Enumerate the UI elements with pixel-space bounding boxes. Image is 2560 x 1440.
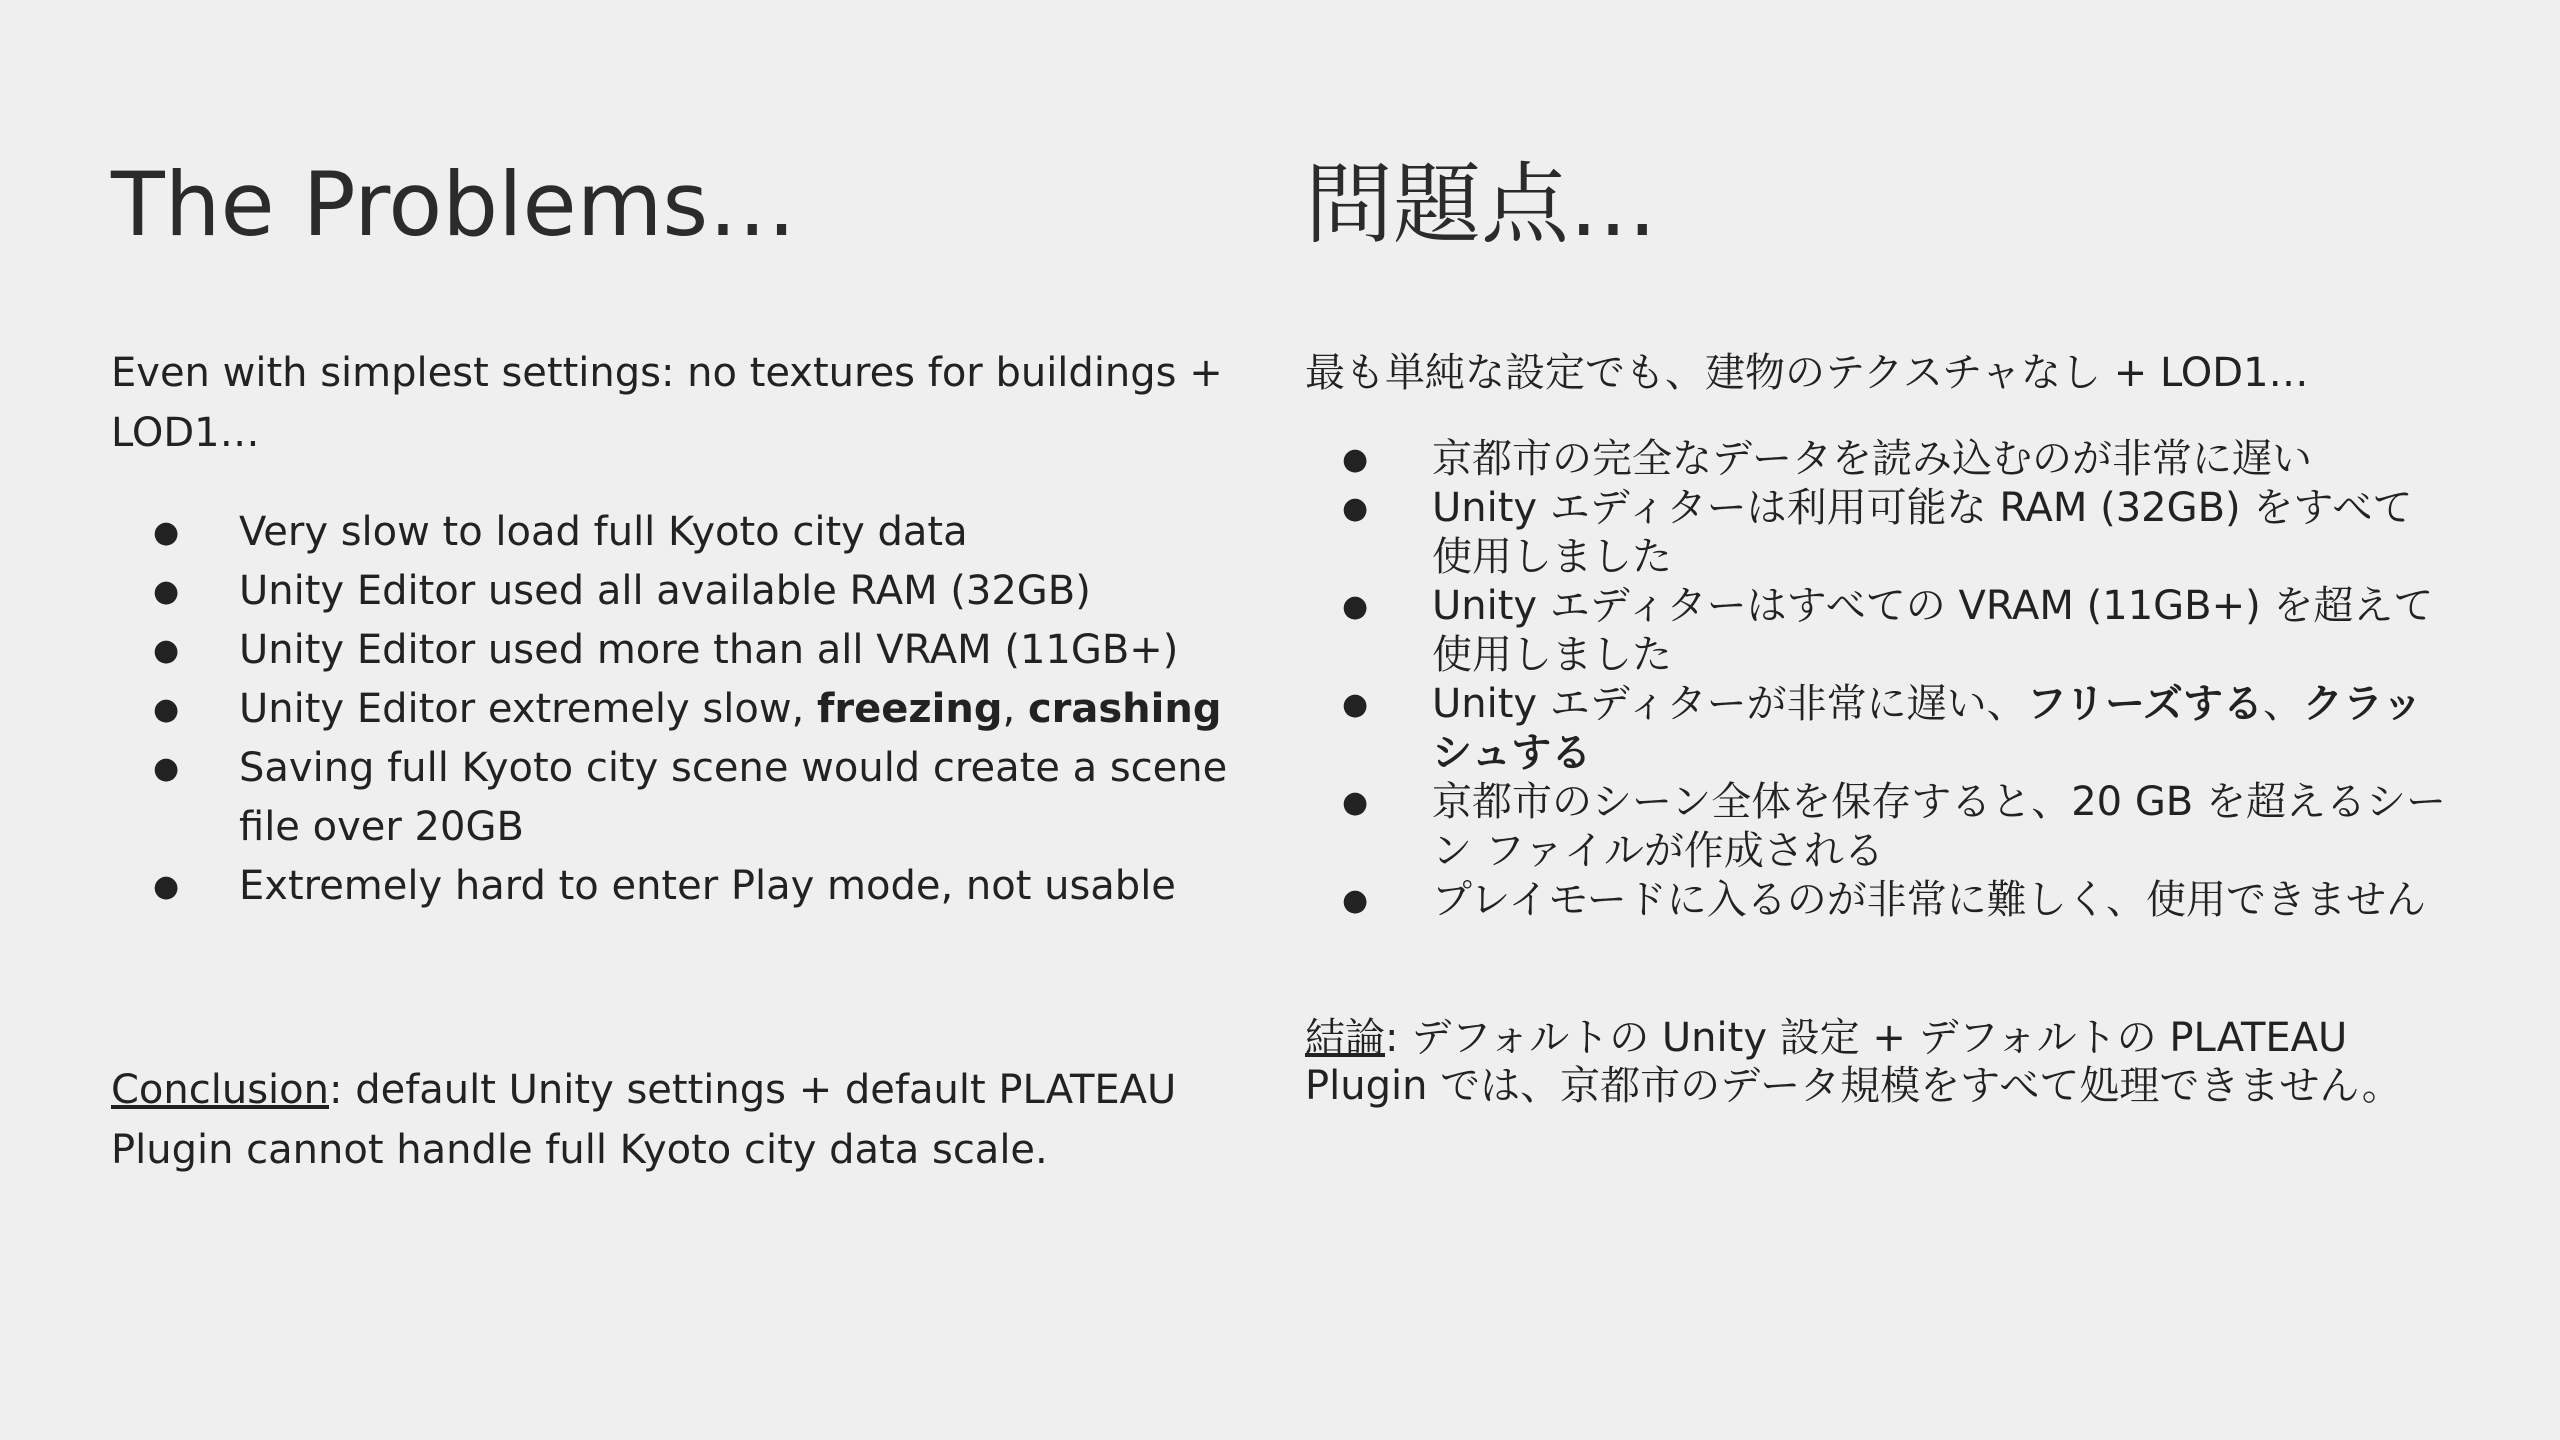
emphasis-crashing: クラッシュする <box>1432 681 2423 776</box>
conclusion <box>111 1060 1261 1180</box>
intro-text: Even with simplest settings: no textures for buildings + LOD1… <box>111 350 1223 456</box>
list-item-text: Saving full Kyoto city scene would create a scene file over 20GB <box>239 745 1228 850</box>
list-item <box>1305 435 2450 484</box>
list-item-text-prefix: Unity Editor extremely slow, <box>239 686 817 732</box>
list-item-text: 京都市のシーン全体を保存すると、20 GB を超えるシーン ファイルが作成される <box>1432 779 2446 874</box>
conclusion-label: Conclusion <box>111 1067 329 1113</box>
list-item-text: プレイモードに入るのが非常に難しく、使用できません <box>1432 877 2426 923</box>
emphasis-freezing: freezing <box>817 686 1003 732</box>
list-item <box>1305 680 2450 778</box>
list-item <box>111 562 1261 621</box>
bullet-dot: ● <box>1342 687 1369 722</box>
list-item <box>111 857 1261 916</box>
list-item-text: 京都市の完全なデータを読み込むのが非常に遅い <box>1432 436 2312 482</box>
list-item <box>1305 484 2450 582</box>
bullet-dot: ● <box>153 515 180 550</box>
list-item <box>111 621 1261 680</box>
intro-text-ja: 最も単純な設定でも、建物のテクスチャなし + LOD1… <box>1305 350 2309 396</box>
emphasis-freezing: フリーズする <box>2026 681 2264 727</box>
list-item-text: Unity Editor used all available RAM (32GB) <box>239 568 1091 614</box>
list-item <box>1305 582 2450 680</box>
bullet-dot: ● <box>153 633 180 668</box>
conclusion-text: : default Unity settings + default PLATEAU Plugin cannot handle full Kyoto city data scale. <box>111 1067 1177 1173</box>
conclusion-text: : デフォルトの Unity 設定 + デフォルトの PLATEAU Plugin では、京都市のデータ規模をすべて処理できません。 <box>1305 1015 2402 1109</box>
list-item-text: Unity Editor used more than all VRAM (11GB+) <box>239 627 1179 673</box>
bullet-dot: ● <box>1342 491 1369 526</box>
emphasis-crashing: crashing <box>1027 686 1222 732</box>
bullet-dot: ● <box>1342 785 1369 820</box>
bullet-dot: ● <box>1342 589 1369 624</box>
problem-list <box>111 503 1261 916</box>
bullet-dot: ● <box>153 692 180 727</box>
list-item-separator: , <box>1002 686 1028 732</box>
conclusion-ja <box>1305 1014 2450 1110</box>
list-item <box>1305 876 2450 925</box>
list-item-text-prefix: Unity エディターが非常に遅い、 <box>1432 681 2027 727</box>
list-item-text: Extremely hard to enter Play mode, not usable <box>239 863 1176 909</box>
problem-list-ja <box>1305 435 2450 925</box>
list-item-text: Unity エディターは利用可能な RAM (32GB) をすべて使用しました <box>1432 485 2413 580</box>
list-item-text: Very slow to load full Kyoto city data <box>239 509 968 555</box>
list-item <box>111 503 1261 562</box>
slide-title-ja: 問題点… <box>1305 153 1658 256</box>
bullet-dot: ● <box>153 751 180 786</box>
bullet-dot: ● <box>1342 883 1369 918</box>
list-item <box>1305 778 2450 876</box>
list-item <box>111 680 1261 739</box>
list-item-text: Unity エディターはすべての VRAM (11GB+) を超えて使用しました <box>1432 583 2434 678</box>
bullet-dot: ● <box>153 869 180 904</box>
slide-title: The Problems… <box>111 153 797 256</box>
list-item-separator: 、 <box>2263 681 2304 727</box>
list-item <box>111 739 1261 857</box>
bullet-dot: ● <box>1342 442 1369 477</box>
bullet-dot: ● <box>153 574 180 609</box>
conclusion-label: 結論 <box>1305 1015 1385 1061</box>
